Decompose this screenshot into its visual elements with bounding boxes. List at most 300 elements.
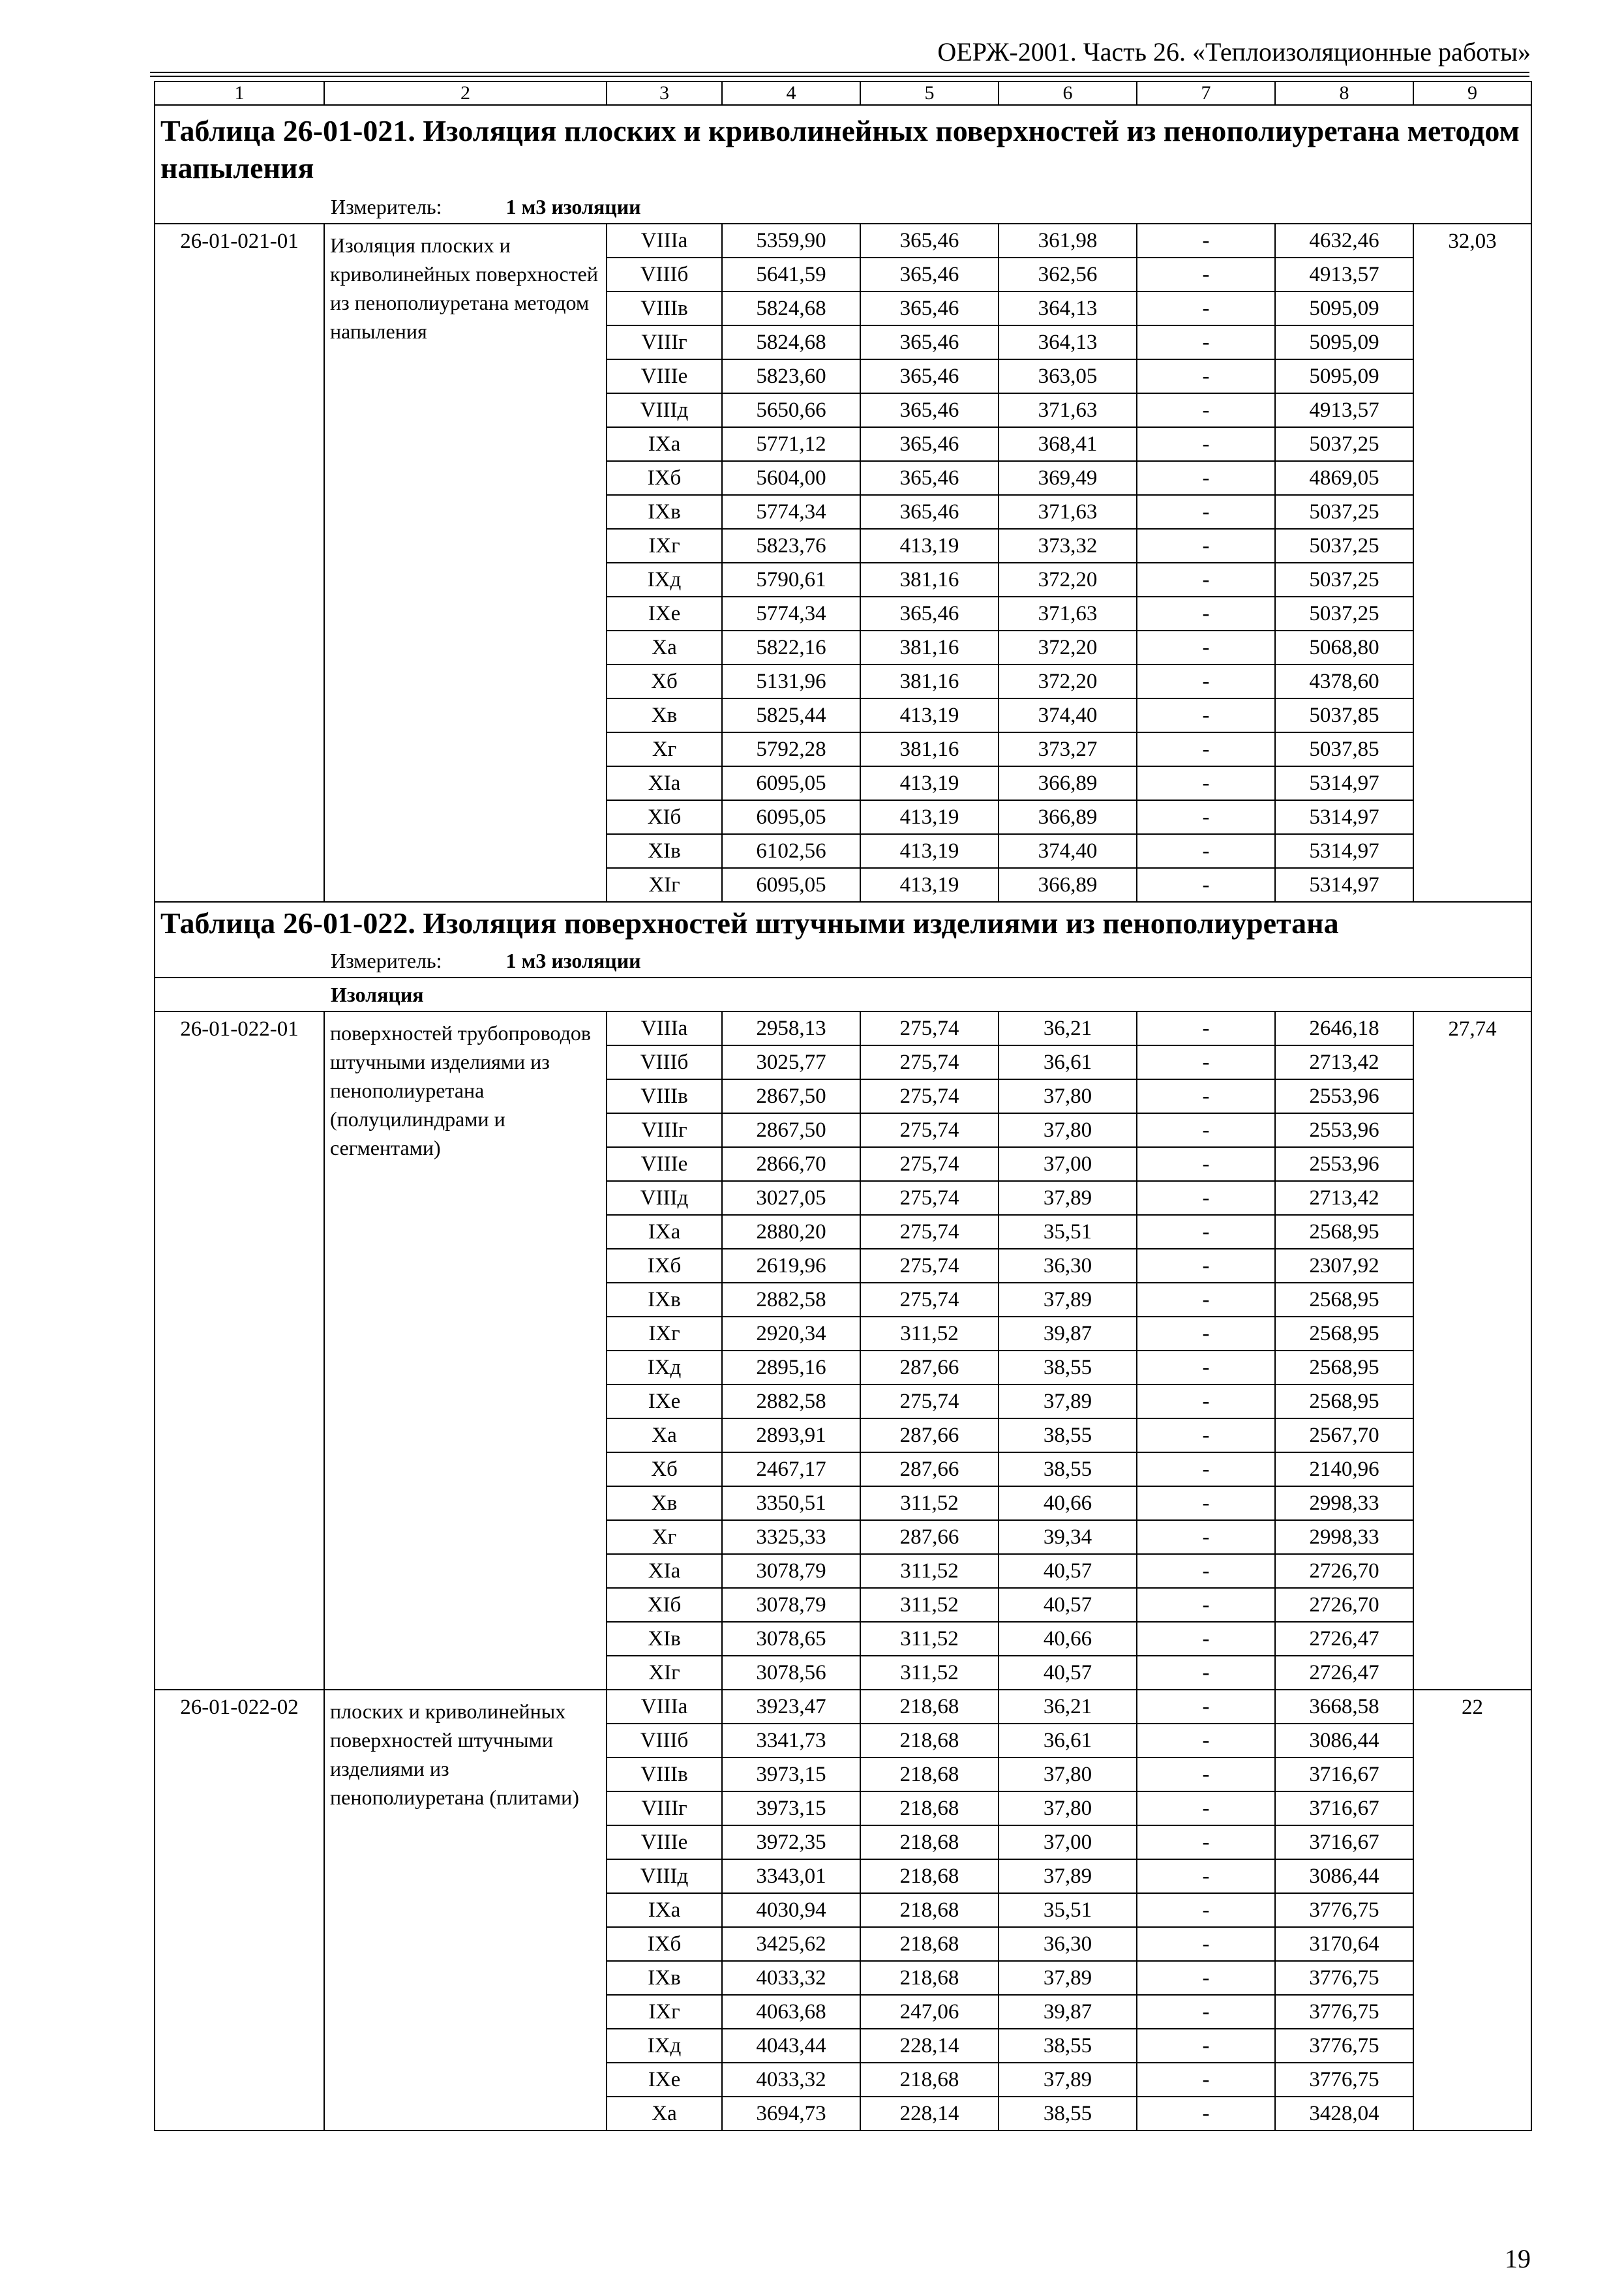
machines-cell: 366,89 — [999, 766, 1137, 800]
wages-cell: 381,16 — [860, 631, 999, 665]
total-cost-cell: 3025,77 — [722, 1045, 860, 1079]
machines-cell: 366,89 — [999, 800, 1137, 834]
materials-cell: 3086,44 — [1275, 1724, 1413, 1758]
zone-cell: IXг — [607, 529, 722, 563]
total-cost-cell: 5604,00 — [722, 461, 860, 495]
table-row — [155, 1690, 1531, 1724]
wages-cell: 275,74 — [860, 1215, 999, 1249]
machines-cell: 37,89 — [999, 1859, 1137, 1893]
total-cost-cell: 6095,05 — [722, 868, 860, 902]
total-cost-cell: 5792,28 — [722, 732, 860, 766]
zone-cell: IXб — [607, 1249, 722, 1283]
total-cost-cell: 4063,68 — [722, 1995, 860, 2029]
zone-cell: Xа — [607, 1418, 722, 1452]
machines-cell: 37,89 — [999, 1384, 1137, 1418]
materials-cell: 2553,96 — [1275, 1079, 1413, 1113]
zone-cell: VIIIб — [607, 1045, 722, 1079]
driver-wages-cell: - — [1137, 1961, 1275, 1995]
total-cost-cell: 3923,47 — [722, 1690, 860, 1724]
zone-cell: IXв — [607, 495, 722, 529]
total-cost-cell: 3972,35 — [722, 1825, 860, 1859]
materials-cell: 5037,25 — [1275, 563, 1413, 597]
wages-cell: 218,68 — [860, 1961, 999, 1995]
total-cost-cell: 5823,76 — [722, 529, 860, 563]
machines-cell: 38,55 — [999, 2097, 1137, 2131]
machines-cell: 40,57 — [999, 1554, 1137, 1588]
materials-cell: 2568,95 — [1275, 1317, 1413, 1351]
materials-cell: 5095,09 — [1275, 292, 1413, 325]
zone-cell: IXг — [607, 1995, 722, 2029]
wages-cell: 275,74 — [860, 1181, 999, 1215]
machines-cell: 364,13 — [999, 325, 1137, 359]
total-cost-cell: 2866,70 — [722, 1147, 860, 1181]
driver-wages-cell: - — [1137, 1656, 1275, 1690]
page-number: 19 — [1505, 2244, 1531, 2273]
zone-cell: Xб — [607, 665, 722, 698]
zone-cell: IXа — [607, 427, 722, 461]
total-cost-cell: 6095,05 — [722, 766, 860, 800]
materials-cell: 2568,95 — [1275, 1351, 1413, 1384]
machines-cell: 371,63 — [999, 495, 1137, 529]
driver-wages-cell: - — [1137, 1995, 1275, 2029]
total-cost-cell: 5131,96 — [722, 665, 860, 698]
subheading-spacer — [155, 978, 324, 1011]
materials-cell: 2307,92 — [1275, 1249, 1413, 1283]
machines-cell: 39,34 — [999, 1520, 1137, 1554]
rates-table — [154, 81, 1532, 2131]
materials-cell: 2568,95 — [1275, 1215, 1413, 1249]
labor-cost-cell: 22 — [1413, 1690, 1531, 2131]
machines-cell: 36,30 — [999, 1927, 1137, 1961]
zone-cell: VIIIд — [607, 393, 722, 427]
total-cost-cell: 3694,73 — [722, 2097, 860, 2131]
total-cost-cell: 2867,50 — [722, 1113, 860, 1147]
measure-unit: 1 м3 изоляции — [505, 195, 641, 218]
table-body — [155, 82, 1531, 2131]
wages-cell: 413,19 — [860, 834, 999, 868]
driver-wages-cell: - — [1137, 1588, 1275, 1622]
driver-wages-cell: - — [1137, 1079, 1275, 1113]
total-cost-cell: 5771,12 — [722, 427, 860, 461]
driver-wages-cell: - — [1137, 1893, 1275, 1927]
machines-cell: 37,80 — [999, 1113, 1137, 1147]
machines-cell: 36,61 — [999, 1724, 1137, 1758]
zone-cell: VIIIе — [607, 359, 722, 393]
total-cost-cell: 3078,56 — [722, 1656, 860, 1690]
wages-cell: 365,46 — [860, 292, 999, 325]
wages-cell: 287,66 — [860, 1452, 999, 1486]
driver-wages-cell: - — [1137, 1758, 1275, 1791]
materials-cell: 3428,04 — [1275, 2097, 1413, 2131]
zone-cell: Xг — [607, 732, 722, 766]
driver-wages-cell: - — [1137, 1690, 1275, 1724]
machines-cell: 374,40 — [999, 698, 1137, 732]
total-cost-cell: 2882,58 — [722, 1283, 860, 1317]
wages-cell: 287,66 — [860, 1520, 999, 1554]
driver-wages-cell: - — [1137, 766, 1275, 800]
total-cost-cell: 2895,16 — [722, 1351, 860, 1384]
zone-cell: XIв — [607, 834, 722, 868]
machines-cell: 36,30 — [999, 1249, 1137, 1283]
measure-cell — [324, 190, 1531, 224]
measure-spacer — [155, 944, 324, 978]
driver-wages-cell: - — [1137, 1554, 1275, 1588]
wages-cell: 311,52 — [860, 1317, 999, 1351]
wages-cell: 413,19 — [860, 766, 999, 800]
wages-cell: 247,06 — [860, 1995, 999, 2029]
labor-cost-cell: 27,74 — [1413, 1011, 1531, 1690]
zone-cell: IXе — [607, 1384, 722, 1418]
zone-cell: VIIIв — [607, 1079, 722, 1113]
driver-wages-cell: - — [1137, 868, 1275, 902]
driver-wages-cell: - — [1137, 529, 1275, 563]
wages-cell: 275,74 — [860, 1384, 999, 1418]
total-cost-cell: 3325,33 — [722, 1520, 860, 1554]
machines-cell: 37,89 — [999, 2063, 1137, 2097]
wages-cell: 311,52 — [860, 1588, 999, 1622]
wages-cell: 365,46 — [860, 224, 999, 258]
total-cost-cell: 2867,50 — [722, 1079, 860, 1113]
zone-cell: XIб — [607, 1588, 722, 1622]
zone-cell: IXв — [607, 1283, 722, 1317]
machines-cell: 36,21 — [999, 1690, 1137, 1724]
machines-cell: 38,55 — [999, 2029, 1137, 2063]
zone-cell: Xа — [607, 631, 722, 665]
materials-cell: 3776,75 — [1275, 1961, 1413, 1995]
wages-cell: 287,66 — [860, 1351, 999, 1384]
driver-wages-cell: - — [1137, 1825, 1275, 1859]
table-row — [155, 1011, 1531, 1045]
materials-cell: 3776,75 — [1275, 2063, 1413, 2097]
measure-label: Измеритель: — [331, 195, 442, 218]
total-cost-cell: 6095,05 — [722, 800, 860, 834]
wages-cell: 381,16 — [860, 563, 999, 597]
materials-cell: 2553,96 — [1275, 1147, 1413, 1181]
subheading: Изоляция — [324, 978, 1531, 1011]
total-cost-cell: 5790,61 — [722, 563, 860, 597]
section-title-row — [155, 105, 1531, 190]
section-title-row — [155, 902, 1531, 944]
machines-cell: 373,32 — [999, 529, 1137, 563]
wages-cell: 275,74 — [860, 1249, 999, 1283]
materials-cell: 4913,57 — [1275, 258, 1413, 292]
zone-cell: Xв — [607, 1486, 722, 1520]
total-cost-cell: 5774,34 — [722, 597, 860, 631]
column-number: 3 — [607, 82, 722, 105]
measure-label: Измеритель: — [331, 949, 442, 972]
materials-cell: 4378,60 — [1275, 665, 1413, 698]
table-row — [155, 224, 1531, 258]
machines-cell: 40,66 — [999, 1486, 1137, 1520]
zone-cell: VIIIв — [607, 1758, 722, 1791]
materials-cell: 4632,46 — [1275, 224, 1413, 258]
machines-cell: 362,56 — [999, 258, 1137, 292]
section-title: Таблица 26-01-022. Изоляция поверхностей штучными изделиями из пенополиуретана — [155, 902, 1531, 944]
driver-wages-cell: - — [1137, 258, 1275, 292]
driver-wages-cell: - — [1137, 1215, 1275, 1249]
machines-cell: 35,51 — [999, 1215, 1137, 1249]
materials-cell: 5037,85 — [1275, 698, 1413, 732]
materials-cell: 5095,09 — [1275, 325, 1413, 359]
wages-cell: 228,14 — [860, 2029, 999, 2063]
wages-cell: 365,46 — [860, 258, 999, 292]
driver-wages-cell: - — [1137, 1418, 1275, 1452]
materials-cell: 5068,80 — [1275, 631, 1413, 665]
wages-cell: 365,46 — [860, 461, 999, 495]
zone-cell: XIв — [607, 1622, 722, 1656]
total-cost-cell: 5650,66 — [722, 393, 860, 427]
materials-cell: 5314,97 — [1275, 766, 1413, 800]
column-number: 7 — [1137, 82, 1275, 105]
machines-cell: 372,20 — [999, 563, 1137, 597]
wages-cell: 311,52 — [860, 1486, 999, 1520]
driver-wages-cell: - — [1137, 1181, 1275, 1215]
document-header-title: ОЕРЖ-2001. Часть 26. «Теплоизоляционные работы» — [937, 37, 1531, 67]
measure-spacer — [155, 190, 324, 224]
subheading-row — [155, 978, 1531, 1011]
materials-cell: 2140,96 — [1275, 1452, 1413, 1486]
materials-cell: 2568,95 — [1275, 1283, 1413, 1317]
driver-wages-cell: - — [1137, 665, 1275, 698]
rate-code: 26-01-021-01 — [155, 224, 324, 902]
column-number: 6 — [999, 82, 1137, 105]
total-cost-cell: 5359,90 — [722, 224, 860, 258]
driver-wages-cell: - — [1137, 563, 1275, 597]
zone-cell: IXг — [607, 1317, 722, 1351]
wages-cell: 381,16 — [860, 665, 999, 698]
materials-cell: 3716,67 — [1275, 1758, 1413, 1791]
zone-cell: IXе — [607, 2063, 722, 2097]
zone-cell: VIIIг — [607, 325, 722, 359]
total-cost-cell: 3341,73 — [722, 1724, 860, 1758]
total-cost-cell: 2958,13 — [722, 1011, 860, 1045]
wages-cell: 287,66 — [860, 1418, 999, 1452]
total-cost-cell: 2920,34 — [722, 1317, 860, 1351]
column-number: 5 — [860, 82, 999, 105]
wages-cell: 218,68 — [860, 1859, 999, 1893]
total-cost-cell: 5824,68 — [722, 292, 860, 325]
materials-cell: 2567,70 — [1275, 1418, 1413, 1452]
column-number: 9 — [1413, 82, 1531, 105]
wages-cell: 365,46 — [860, 359, 999, 393]
total-cost-cell: 2882,58 — [722, 1384, 860, 1418]
wages-cell: 413,19 — [860, 529, 999, 563]
driver-wages-cell: - — [1137, 2063, 1275, 2097]
total-cost-cell: 4043,44 — [722, 2029, 860, 2063]
materials-cell: 2726,70 — [1275, 1554, 1413, 1588]
wages-cell: 365,46 — [860, 495, 999, 529]
wages-cell: 365,46 — [860, 393, 999, 427]
materials-cell: 2726,47 — [1275, 1656, 1413, 1690]
total-cost-cell: 5822,16 — [722, 631, 860, 665]
materials-cell: 2726,70 — [1275, 1588, 1413, 1622]
zone-cell: VIIIб — [607, 1724, 722, 1758]
materials-cell: 5314,97 — [1275, 800, 1413, 834]
driver-wages-cell: - — [1137, 1384, 1275, 1418]
zone-cell: IXд — [607, 2029, 722, 2063]
total-cost-cell: 4033,32 — [722, 1961, 860, 1995]
wages-cell: 275,74 — [860, 1011, 999, 1045]
wages-cell: 311,52 — [860, 1622, 999, 1656]
driver-wages-cell: - — [1137, 1113, 1275, 1147]
driver-wages-cell: - — [1137, 461, 1275, 495]
wages-cell: 218,68 — [860, 2063, 999, 2097]
materials-cell: 5314,97 — [1275, 868, 1413, 902]
machines-cell: 37,00 — [999, 1147, 1137, 1181]
zone-cell: IXа — [607, 1215, 722, 1249]
materials-cell: 2998,33 — [1275, 1520, 1413, 1554]
driver-wages-cell: - — [1137, 1452, 1275, 1486]
rate-description: Изоляция плоских и криволинейных поверхностей из пенополиуретана методом напыления — [324, 224, 607, 902]
driver-wages-cell: - — [1137, 1011, 1275, 1045]
wages-cell: 218,68 — [860, 1758, 999, 1791]
zone-cell: XIг — [607, 868, 722, 902]
zone-cell: VIIIа — [607, 1011, 722, 1045]
column-number: 2 — [324, 82, 607, 105]
measure-row — [155, 944, 1531, 978]
driver-wages-cell: - — [1137, 1520, 1275, 1554]
materials-cell: 3776,75 — [1275, 1893, 1413, 1927]
measure-row — [155, 190, 1531, 224]
materials-cell: 2713,42 — [1275, 1045, 1413, 1079]
wages-cell: 275,74 — [860, 1283, 999, 1317]
total-cost-cell: 2893,91 — [722, 1418, 860, 1452]
driver-wages-cell: - — [1137, 1249, 1275, 1283]
materials-cell: 5037,25 — [1275, 495, 1413, 529]
driver-wages-cell: - — [1137, 1859, 1275, 1893]
machines-cell: 369,49 — [999, 461, 1137, 495]
machines-cell: 39,87 — [999, 1995, 1137, 2029]
rate-code: 26-01-022-02 — [155, 1690, 324, 2131]
zone-cell: VIIIа — [607, 1690, 722, 1724]
total-cost-cell: 5824,68 — [722, 325, 860, 359]
driver-wages-cell: - — [1137, 597, 1275, 631]
total-cost-cell: 3343,01 — [722, 1859, 860, 1893]
driver-wages-cell: - — [1137, 325, 1275, 359]
wages-cell: 275,74 — [860, 1045, 999, 1079]
materials-cell: 4869,05 — [1275, 461, 1413, 495]
column-number: 1 — [155, 82, 324, 105]
driver-wages-cell: - — [1137, 834, 1275, 868]
total-cost-cell: 3973,15 — [722, 1758, 860, 1791]
machines-cell: 364,13 — [999, 292, 1137, 325]
driver-wages-cell: - — [1137, 2097, 1275, 2131]
materials-cell: 2998,33 — [1275, 1486, 1413, 1520]
driver-wages-cell: - — [1137, 1317, 1275, 1351]
materials-cell: 2646,18 — [1275, 1011, 1413, 1045]
driver-wages-cell: - — [1137, 495, 1275, 529]
header-divider — [150, 72, 1529, 73]
total-cost-cell: 3078,79 — [722, 1554, 860, 1588]
wages-cell: 275,74 — [860, 1079, 999, 1113]
machines-cell: 37,80 — [999, 1079, 1137, 1113]
column-number: 8 — [1275, 82, 1413, 105]
total-cost-cell: 5641,59 — [722, 258, 860, 292]
driver-wages-cell: - — [1137, 1724, 1275, 1758]
machines-cell: 37,80 — [999, 1791, 1137, 1825]
machines-cell: 361,98 — [999, 224, 1137, 258]
materials-cell: 5037,25 — [1275, 529, 1413, 563]
machines-cell: 40,66 — [999, 1622, 1137, 1656]
zone-cell: IXд — [607, 1351, 722, 1384]
wages-cell: 311,52 — [860, 1656, 999, 1690]
total-cost-cell: 3350,51 — [722, 1486, 860, 1520]
zone-cell: IXд — [607, 563, 722, 597]
machines-cell: 38,55 — [999, 1351, 1137, 1384]
wages-cell: 311,52 — [860, 1554, 999, 1588]
labor-cost-cell: 32,03 — [1413, 224, 1531, 902]
wages-cell: 365,46 — [860, 325, 999, 359]
rate-description: поверхностей трубопроводов штучными изделиями из пенополиуретана (полуцилиндрами и сегментами) — [324, 1011, 607, 1690]
rate-code: 26-01-022-01 — [155, 1011, 324, 1690]
materials-cell: 3776,75 — [1275, 2029, 1413, 2063]
zone-cell: Xг — [607, 1520, 722, 1554]
materials-cell: 3776,75 — [1275, 1995, 1413, 2029]
total-cost-cell: 3078,79 — [722, 1588, 860, 1622]
machines-cell: 40,57 — [999, 1588, 1137, 1622]
total-cost-cell: 2880,20 — [722, 1215, 860, 1249]
zone-cell: VIIIд — [607, 1859, 722, 1893]
materials-cell: 5037,25 — [1275, 597, 1413, 631]
wages-cell: 275,74 — [860, 1147, 999, 1181]
driver-wages-cell: - — [1137, 359, 1275, 393]
wages-cell: 218,68 — [860, 1791, 999, 1825]
machines-cell: 373,27 — [999, 732, 1137, 766]
column-number-row — [155, 82, 1531, 105]
measure-cell — [324, 944, 1531, 978]
machines-cell: 371,63 — [999, 597, 1137, 631]
zone-cell: VIIIд — [607, 1181, 722, 1215]
driver-wages-cell: - — [1137, 732, 1275, 766]
driver-wages-cell: - — [1137, 1791, 1275, 1825]
driver-wages-cell: - — [1137, 1927, 1275, 1961]
zone-cell: IXа — [607, 1893, 722, 1927]
driver-wages-cell: - — [1137, 2029, 1275, 2063]
zone-cell: VIIIг — [607, 1791, 722, 1825]
machines-cell: 371,63 — [999, 393, 1137, 427]
materials-cell: 3668,58 — [1275, 1690, 1413, 1724]
total-cost-cell: 5825,44 — [722, 698, 860, 732]
wages-cell: 275,74 — [860, 1113, 999, 1147]
machines-cell: 366,89 — [999, 868, 1137, 902]
machines-cell: 39,87 — [999, 1317, 1137, 1351]
total-cost-cell: 3973,15 — [722, 1791, 860, 1825]
measure-unit: 1 м3 изоляции — [505, 949, 641, 972]
zone-cell: XIа — [607, 766, 722, 800]
wages-cell: 413,19 — [860, 868, 999, 902]
materials-cell: 3716,67 — [1275, 1825, 1413, 1859]
materials-cell: 2726,47 — [1275, 1622, 1413, 1656]
materials-cell: 3086,44 — [1275, 1859, 1413, 1893]
driver-wages-cell: - — [1137, 1622, 1275, 1656]
total-cost-cell: 5823,60 — [722, 359, 860, 393]
zone-cell: IXе — [607, 597, 722, 631]
materials-cell: 5095,09 — [1275, 359, 1413, 393]
machines-cell: 37,80 — [999, 1758, 1137, 1791]
driver-wages-cell: - — [1137, 393, 1275, 427]
materials-cell: 2553,96 — [1275, 1113, 1413, 1147]
machines-cell: 37,89 — [999, 1283, 1137, 1317]
machines-cell: 38,55 — [999, 1418, 1137, 1452]
zone-cell: VIIIг — [607, 1113, 722, 1147]
wages-cell: 413,19 — [860, 698, 999, 732]
driver-wages-cell: - — [1137, 1045, 1275, 1079]
wages-cell: 218,68 — [860, 1893, 999, 1927]
zone-cell: XIа — [607, 1554, 722, 1588]
driver-wages-cell: - — [1137, 1283, 1275, 1317]
zone-cell: VIIIе — [607, 1147, 722, 1181]
zone-cell: Xв — [607, 698, 722, 732]
